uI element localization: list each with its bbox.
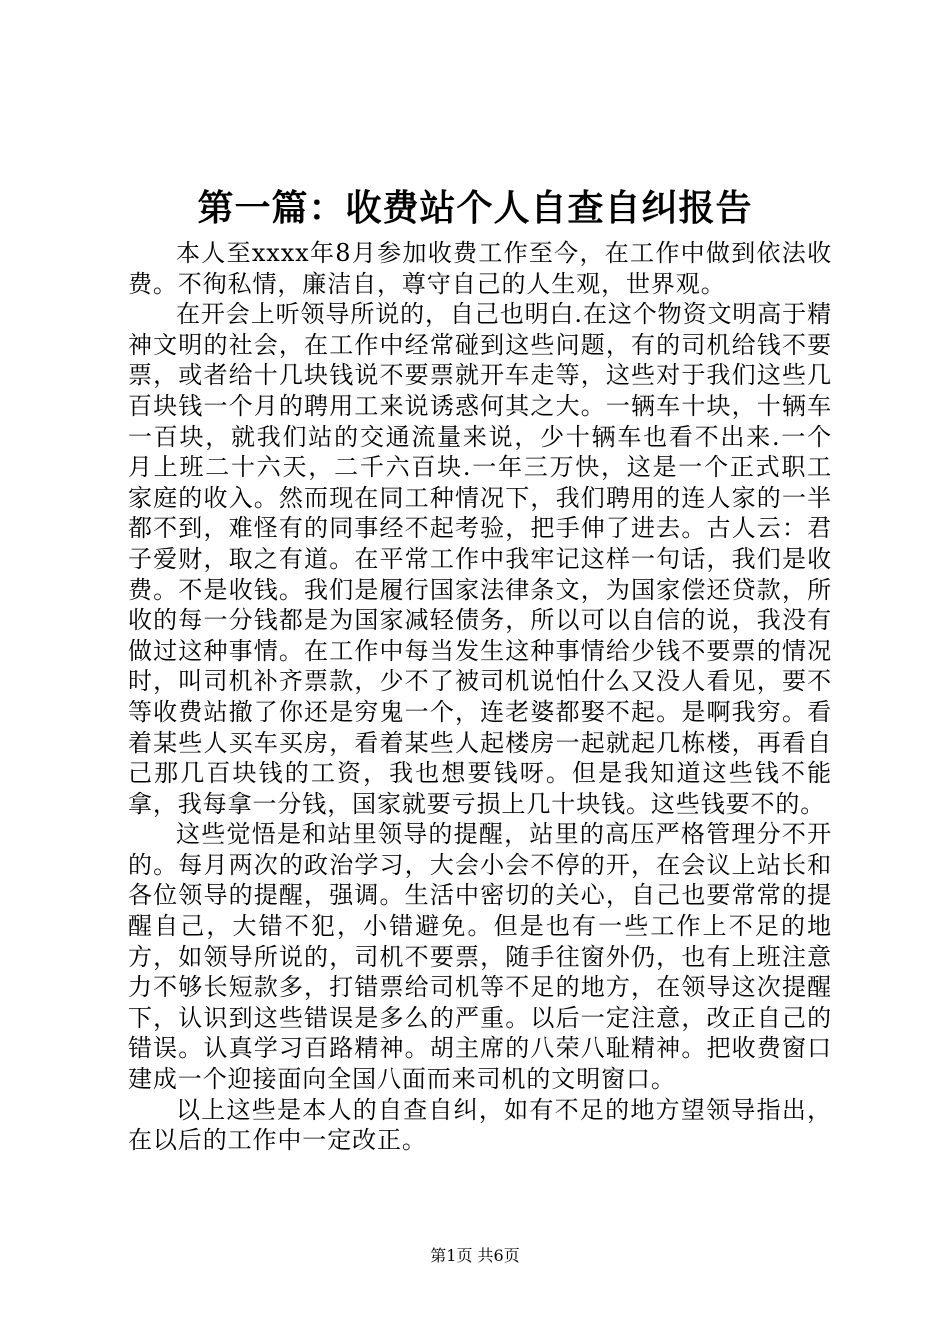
document-body	[128, 238, 832, 1156]
paragraph: 这些觉悟是和站里领导的提醒，站里的高压严格管理分不开的。每月两次的政治学习，大会小会不停的开，在会议上站长和各位领导的提醒，强调。生活中密切的关心，自己也要常常的提醒自己，大错不犯，小错避免。但是也有一些工作上不足的地方，如领导所说的，司机不要票，随手往窗外仍，也有上班注意力不够长短款多，打错票给司机等不足的地方，在领导这次提醒下，认识到这些错误是多么的严重。以后一定注意，改正自己的错误。认真学习百路精神。胡主席的八荣八耻精神。把收费窗口建成一个迎接面向全国八面而来司机的文明窗口。	[128, 820, 832, 1094]
paragraph: 以上这些是本人的自查自纠，如有不足的地方望领导指出，在以后的工作中一定改正。	[128, 1095, 832, 1155]
paragraph: 本人至xxxx年8月参加收费工作至今，在工作中做到依法收费。不徇私情，廉洁自，尊守自己的人生观，世界观。	[128, 239, 832, 298]
document-title: 第一篇：收费站个人自查自纠报告	[197, 187, 753, 229]
paragraph: 在开会上听领导所说的，自己也明白.在这个物资文明高于精神文明的社会，在工作中经常碰到这些问题，有的司机给钱不要票，或者给十几块钱说不要票就开车走等，这些对于我们这些几百块钱一个月的聘用工来说诱惑何其之大。一辆车十块，十辆车一百块，就我们站的交通流量来说，少十辆车也看不出来.一个月上班二十六天，二千六百块.一年三万快，这是一个正式职工家庭的收入。然而现在同工种情况下，我们聘用的连人家的一半都不到，难怪有的同事经不起考验，把手伸了进去。古人云：君子爱财，取之有道。在平常工作中我牢记这样一句话，我们是收费。不是收钱。我们是履行国家法律条文，为国家偿还贷款，所收的每一分钱都是为国家减轻债务，所以可以自信的说，我没有做过这种事情。在工作中每当发生这种事情给少钱不要票的情况时，叫司机补齐票款，少不了被司机说怕什么又没人看见，要不等收费站撤了你还是穷鬼一个，连老婆都娶不起。是啊我穷。看着某些人买车买房，看着某些人起楼房一起就起几栋楼，再看自己那几百块钱的工资，我也想要钱呀。但是我知道这些钱不能拿，我每拿一分钱，国家就要亏损上几十块钱。这些钱要不的。	[128, 300, 832, 818]
page-footer: 第1页 共6页	[430, 1246, 520, 1265]
